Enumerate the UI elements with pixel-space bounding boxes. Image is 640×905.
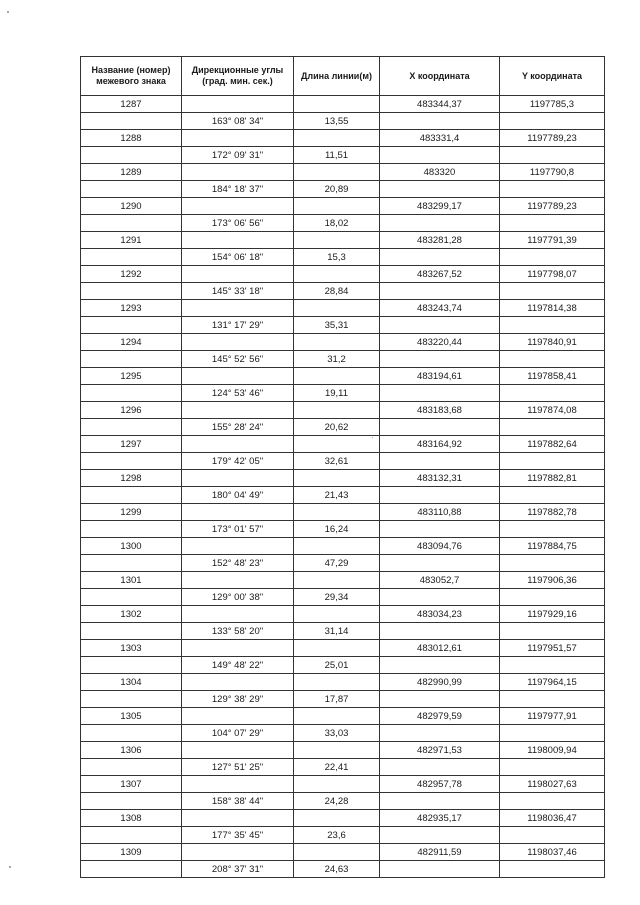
table-row xyxy=(81,759,605,776)
empty-cell xyxy=(81,793,182,810)
x-coordinate-cell: 482990,99 xyxy=(380,674,500,691)
empty-cell xyxy=(294,96,380,113)
mark-name-cell: 1302 xyxy=(81,606,182,623)
empty-cell xyxy=(500,215,605,232)
empty-cell xyxy=(500,317,605,334)
mark-name-cell: 1292 xyxy=(81,266,182,283)
header-x-coordinate: X координата xyxy=(380,57,500,96)
direction-angle-cell: 158° 38' 44" xyxy=(182,793,294,810)
table-row xyxy=(81,232,605,249)
empty-cell xyxy=(182,776,294,793)
y-coordinate-cell: 1197906,36 xyxy=(500,572,605,589)
mark-name-cell: 1305 xyxy=(81,708,182,725)
direction-angle-cell: 124° 53' 46" xyxy=(182,385,294,402)
empty-cell xyxy=(81,589,182,606)
direction-angle-cell: 184° 18' 37" xyxy=(182,181,294,198)
line-length-cell: 25,01 xyxy=(294,657,380,674)
empty-cell xyxy=(500,453,605,470)
line-length-cell: 20,62 xyxy=(294,419,380,436)
header-mark-name: Название (номер) межевого знака xyxy=(81,57,182,96)
mark-name-cell: 1296 xyxy=(81,402,182,419)
mark-name-cell: 1303 xyxy=(81,640,182,657)
empty-cell xyxy=(182,436,294,453)
x-coordinate-cell: 483094,76 xyxy=(380,538,500,555)
line-length-cell: 23,6 xyxy=(294,827,380,844)
y-coordinate-cell: 1197884,75 xyxy=(500,538,605,555)
direction-angle-cell: 149° 48' 22" xyxy=(182,657,294,674)
empty-cell xyxy=(500,861,605,878)
x-coordinate-cell: 483281,28 xyxy=(380,232,500,249)
direction-angle-cell: 155° 28' 24" xyxy=(182,419,294,436)
table-row xyxy=(81,436,605,453)
table-row xyxy=(81,385,605,402)
mark-name-cell: 1304 xyxy=(81,674,182,691)
empty-cell xyxy=(500,555,605,572)
table-row xyxy=(81,402,605,419)
y-coordinate-cell: 1198036,47 xyxy=(500,810,605,827)
line-length-cell: 33,03 xyxy=(294,725,380,742)
line-length-cell: 24,63 xyxy=(294,861,380,878)
empty-cell xyxy=(380,861,500,878)
mark-name-cell: 1288 xyxy=(81,130,182,147)
line-length-cell: 18,02 xyxy=(294,215,380,232)
empty-cell xyxy=(380,759,500,776)
direction-angle-cell: 127° 51' 25" xyxy=(182,759,294,776)
x-coordinate-cell: 483320 xyxy=(380,164,500,181)
empty-cell xyxy=(294,436,380,453)
table-row xyxy=(81,215,605,232)
y-coordinate-cell: 1197789,23 xyxy=(500,198,605,215)
empty-cell xyxy=(81,317,182,334)
empty-cell xyxy=(294,810,380,827)
mark-name-cell: 1287 xyxy=(81,96,182,113)
x-coordinate-cell: 483299,17 xyxy=(380,198,500,215)
empty-cell xyxy=(500,793,605,810)
empty-cell xyxy=(380,623,500,640)
empty-cell xyxy=(182,130,294,147)
direction-angle-cell: 131° 17' 29" xyxy=(182,317,294,334)
empty-cell xyxy=(294,640,380,657)
table-row xyxy=(81,708,605,725)
empty-cell xyxy=(500,691,605,708)
empty-cell xyxy=(380,555,500,572)
empty-cell xyxy=(380,657,500,674)
y-coordinate-cell: 1197964,15 xyxy=(500,674,605,691)
y-coordinate-cell: 1197840,91 xyxy=(500,334,605,351)
table-row xyxy=(81,504,605,521)
table-row xyxy=(81,521,605,538)
y-coordinate-cell: 1197791,39 xyxy=(500,232,605,249)
empty-cell xyxy=(81,725,182,742)
empty-cell xyxy=(294,606,380,623)
table-row xyxy=(81,487,605,504)
mark-name-cell: 1307 xyxy=(81,776,182,793)
y-coordinate-cell: 1197882,81 xyxy=(500,470,605,487)
line-length-cell: 24,28 xyxy=(294,793,380,810)
empty-cell xyxy=(380,453,500,470)
scan-speck xyxy=(9,866,11,868)
header-direction-angles: Дирекционные углы (град. мин. сек.) xyxy=(182,57,294,96)
line-length-cell: 17,87 xyxy=(294,691,380,708)
empty-cell xyxy=(294,198,380,215)
table-row xyxy=(81,674,605,691)
line-length-cell: 35,31 xyxy=(294,317,380,334)
empty-cell xyxy=(500,419,605,436)
direction-angle-cell: 172° 09' 31" xyxy=(182,147,294,164)
empty-cell xyxy=(81,385,182,402)
x-coordinate-cell: 483344,37 xyxy=(380,96,500,113)
empty-cell xyxy=(294,674,380,691)
y-coordinate-cell: 1197874,08 xyxy=(500,402,605,419)
empty-cell xyxy=(182,504,294,521)
empty-cell xyxy=(81,113,182,130)
table-row xyxy=(81,249,605,266)
x-coordinate-cell: 483132,31 xyxy=(380,470,500,487)
empty-cell xyxy=(182,606,294,623)
empty-cell xyxy=(294,266,380,283)
empty-cell xyxy=(294,742,380,759)
empty-cell xyxy=(182,538,294,555)
mark-name-cell: 1299 xyxy=(81,504,182,521)
empty-cell xyxy=(81,283,182,300)
empty-cell xyxy=(81,215,182,232)
empty-cell xyxy=(81,759,182,776)
line-length-cell: 47,29 xyxy=(294,555,380,572)
x-coordinate-cell: 483012,61 xyxy=(380,640,500,657)
table-row xyxy=(81,657,605,674)
mark-name-cell: 1291 xyxy=(81,232,182,249)
x-coordinate-cell: 483052,7 xyxy=(380,572,500,589)
empty-cell xyxy=(182,742,294,759)
empty-cell xyxy=(500,487,605,504)
direction-angle-cell: 152° 48' 23" xyxy=(182,555,294,572)
mark-name-cell: 1300 xyxy=(81,538,182,555)
line-length-cell: 21,43 xyxy=(294,487,380,504)
table-row xyxy=(81,810,605,827)
empty-cell xyxy=(380,113,500,130)
empty-cell xyxy=(294,470,380,487)
empty-cell xyxy=(500,725,605,742)
mark-name-cell: 1297 xyxy=(81,436,182,453)
table-row xyxy=(81,181,605,198)
x-coordinate-cell: 482911,59 xyxy=(380,844,500,861)
x-coordinate-cell: 483267,52 xyxy=(380,266,500,283)
x-coordinate-cell: 482979,59 xyxy=(380,708,500,725)
table-row xyxy=(81,742,605,759)
table-row xyxy=(81,266,605,283)
y-coordinate-cell: 1198027,63 xyxy=(500,776,605,793)
empty-cell xyxy=(182,164,294,181)
y-coordinate-cell: 1197882,78 xyxy=(500,504,605,521)
empty-cell xyxy=(81,555,182,572)
direction-angle-cell: 129° 00' 38" xyxy=(182,589,294,606)
empty-cell xyxy=(380,827,500,844)
line-length-cell: 16,24 xyxy=(294,521,380,538)
empty-cell xyxy=(500,623,605,640)
empty-cell xyxy=(81,657,182,674)
table-row xyxy=(81,861,605,878)
x-coordinate-cell: 483220,44 xyxy=(380,334,500,351)
empty-cell xyxy=(81,487,182,504)
table-row xyxy=(81,300,605,317)
empty-cell xyxy=(500,351,605,368)
table-row xyxy=(81,844,605,861)
table-row xyxy=(81,351,605,368)
line-length-cell: 11,51 xyxy=(294,147,380,164)
mark-name-cell: 1309 xyxy=(81,844,182,861)
x-coordinate-cell: 483194,61 xyxy=(380,368,500,385)
table-body xyxy=(81,96,605,878)
y-coordinate-cell: 1197951,57 xyxy=(500,640,605,657)
boundary-marks-table xyxy=(80,56,605,878)
empty-cell xyxy=(380,419,500,436)
y-coordinate-cell: 1197785,3 xyxy=(500,96,605,113)
y-coordinate-cell: 1197858,41 xyxy=(500,368,605,385)
empty-cell xyxy=(380,283,500,300)
table-row xyxy=(81,198,605,215)
empty-cell xyxy=(182,640,294,657)
direction-angle-cell: 163° 08' 34" xyxy=(182,113,294,130)
direction-angle-cell: 173° 01' 57" xyxy=(182,521,294,538)
y-coordinate-cell: 1197814,38 xyxy=(500,300,605,317)
table-row xyxy=(81,317,605,334)
empty-cell xyxy=(182,266,294,283)
empty-cell xyxy=(81,453,182,470)
table-row xyxy=(81,827,605,844)
empty-cell xyxy=(81,861,182,878)
table-row xyxy=(81,555,605,572)
empty-cell xyxy=(294,232,380,249)
y-coordinate-cell: 1197929,16 xyxy=(500,606,605,623)
empty-cell xyxy=(294,572,380,589)
line-length-cell: 29,34 xyxy=(294,589,380,606)
empty-cell xyxy=(500,385,605,402)
empty-cell xyxy=(81,691,182,708)
empty-cell xyxy=(380,521,500,538)
empty-cell xyxy=(81,419,182,436)
table-row xyxy=(81,776,605,793)
empty-cell xyxy=(294,708,380,725)
empty-cell xyxy=(500,827,605,844)
empty-cell xyxy=(500,283,605,300)
mark-name-cell: 1294 xyxy=(81,334,182,351)
x-coordinate-cell: 482935,17 xyxy=(380,810,500,827)
header-line-length: Длина линии(м) xyxy=(294,57,380,96)
line-length-cell: 20,89 xyxy=(294,181,380,198)
table-row xyxy=(81,113,605,130)
table-row xyxy=(81,164,605,181)
empty-cell xyxy=(380,317,500,334)
direction-angle-cell: 104° 07' 29" xyxy=(182,725,294,742)
empty-cell xyxy=(182,198,294,215)
table-row xyxy=(81,147,605,164)
empty-cell xyxy=(380,181,500,198)
empty-cell xyxy=(81,249,182,266)
empty-cell xyxy=(294,504,380,521)
empty-cell xyxy=(380,691,500,708)
x-coordinate-cell: 483183,68 xyxy=(380,402,500,419)
table-row xyxy=(81,725,605,742)
empty-cell xyxy=(182,470,294,487)
empty-cell xyxy=(380,249,500,266)
y-coordinate-cell: 1197977,91 xyxy=(500,708,605,725)
empty-cell xyxy=(182,810,294,827)
empty-cell xyxy=(182,708,294,725)
table-row xyxy=(81,368,605,385)
y-coordinate-cell: 1197798,07 xyxy=(500,266,605,283)
y-coordinate-cell: 1198009,94 xyxy=(500,742,605,759)
empty-cell xyxy=(294,538,380,555)
mark-name-cell: 1295 xyxy=(81,368,182,385)
empty-cell xyxy=(500,249,605,266)
x-coordinate-cell: 483164,92 xyxy=(380,436,500,453)
mark-name-cell: 1308 xyxy=(81,810,182,827)
x-coordinate-cell: 483243,74 xyxy=(380,300,500,317)
empty-cell xyxy=(500,589,605,606)
table-row xyxy=(81,453,605,470)
direction-angle-cell: 180° 04' 49" xyxy=(182,487,294,504)
line-length-cell: 31,14 xyxy=(294,623,380,640)
empty-cell xyxy=(182,844,294,861)
empty-cell xyxy=(294,844,380,861)
direction-angle-cell: 173° 06' 56" xyxy=(182,215,294,232)
x-coordinate-cell: 482971,53 xyxy=(380,742,500,759)
header-y-coordinate: Y координата xyxy=(500,57,605,96)
empty-cell xyxy=(500,657,605,674)
x-coordinate-cell: 483110,88 xyxy=(380,504,500,521)
line-length-cell: 28,84 xyxy=(294,283,380,300)
line-length-cell: 19,11 xyxy=(294,385,380,402)
direction-angle-cell: 145° 33' 18" xyxy=(182,283,294,300)
empty-cell xyxy=(294,402,380,419)
table-row xyxy=(81,572,605,589)
empty-cell xyxy=(294,130,380,147)
empty-cell xyxy=(182,402,294,419)
empty-cell xyxy=(294,776,380,793)
line-length-cell: 13,55 xyxy=(294,113,380,130)
direction-angle-cell: 133° 58' 20" xyxy=(182,623,294,640)
empty-cell xyxy=(380,351,500,368)
y-coordinate-cell: 1197789,23 xyxy=(500,130,605,147)
empty-cell xyxy=(182,572,294,589)
empty-cell xyxy=(81,521,182,538)
empty-cell xyxy=(294,368,380,385)
table-row xyxy=(81,96,605,113)
empty-cell xyxy=(81,351,182,368)
direction-angle-cell: 154° 06' 18" xyxy=(182,249,294,266)
table-row xyxy=(81,640,605,657)
empty-cell xyxy=(81,623,182,640)
table-row xyxy=(81,606,605,623)
table-row xyxy=(81,130,605,147)
empty-cell xyxy=(500,113,605,130)
empty-cell xyxy=(182,96,294,113)
empty-cell xyxy=(182,300,294,317)
empty-cell xyxy=(380,725,500,742)
table-row xyxy=(81,334,605,351)
table-row xyxy=(81,623,605,640)
mark-name-cell: 1306 xyxy=(81,742,182,759)
table-row xyxy=(81,793,605,810)
empty-cell xyxy=(380,215,500,232)
x-coordinate-cell: 483034,23 xyxy=(380,606,500,623)
empty-cell xyxy=(500,181,605,198)
empty-cell xyxy=(81,147,182,164)
empty-cell xyxy=(81,181,182,198)
y-coordinate-cell: 1198037,46 xyxy=(500,844,605,861)
empty-cell xyxy=(500,759,605,776)
x-coordinate-cell: 483331,4 xyxy=(380,130,500,147)
direction-angle-cell: 129° 38' 29" xyxy=(182,691,294,708)
mark-name-cell: 1289 xyxy=(81,164,182,181)
table-row xyxy=(81,691,605,708)
y-coordinate-cell: 1197790,8 xyxy=(500,164,605,181)
table-header-row xyxy=(81,57,605,96)
empty-cell xyxy=(380,487,500,504)
empty-cell xyxy=(380,589,500,606)
mark-name-cell: 1293 xyxy=(81,300,182,317)
table-row xyxy=(81,419,605,436)
empty-cell xyxy=(500,521,605,538)
empty-cell xyxy=(81,827,182,844)
table-row xyxy=(81,538,605,555)
mark-name-cell: 1290 xyxy=(81,198,182,215)
line-length-cell: 15,3 xyxy=(294,249,380,266)
empty-cell xyxy=(182,334,294,351)
empty-cell xyxy=(182,368,294,385)
empty-cell xyxy=(294,334,380,351)
y-coordinate-cell: 1197882,64 xyxy=(500,436,605,453)
empty-cell xyxy=(182,232,294,249)
scan-speck xyxy=(7,11,9,13)
line-length-cell: 31,2 xyxy=(294,351,380,368)
empty-cell xyxy=(294,164,380,181)
table-row xyxy=(81,589,605,606)
direction-angle-cell: 179° 42' 05" xyxy=(182,453,294,470)
direction-angle-cell: 208° 37' 31" xyxy=(182,861,294,878)
mark-name-cell: 1298 xyxy=(81,470,182,487)
table-row xyxy=(81,470,605,487)
table-row xyxy=(81,283,605,300)
line-length-cell: 22,41 xyxy=(294,759,380,776)
direction-angle-cell: 177° 35' 45" xyxy=(182,827,294,844)
line-length-cell: 32,61 xyxy=(294,453,380,470)
empty-cell xyxy=(182,674,294,691)
mark-name-cell: 1301 xyxy=(81,572,182,589)
empty-cell xyxy=(294,300,380,317)
empty-cell xyxy=(380,147,500,164)
empty-cell xyxy=(500,147,605,164)
empty-cell xyxy=(380,385,500,402)
x-coordinate-cell: 482957,78 xyxy=(380,776,500,793)
empty-cell xyxy=(380,793,500,810)
direction-angle-cell: 145° 52' 56" xyxy=(182,351,294,368)
